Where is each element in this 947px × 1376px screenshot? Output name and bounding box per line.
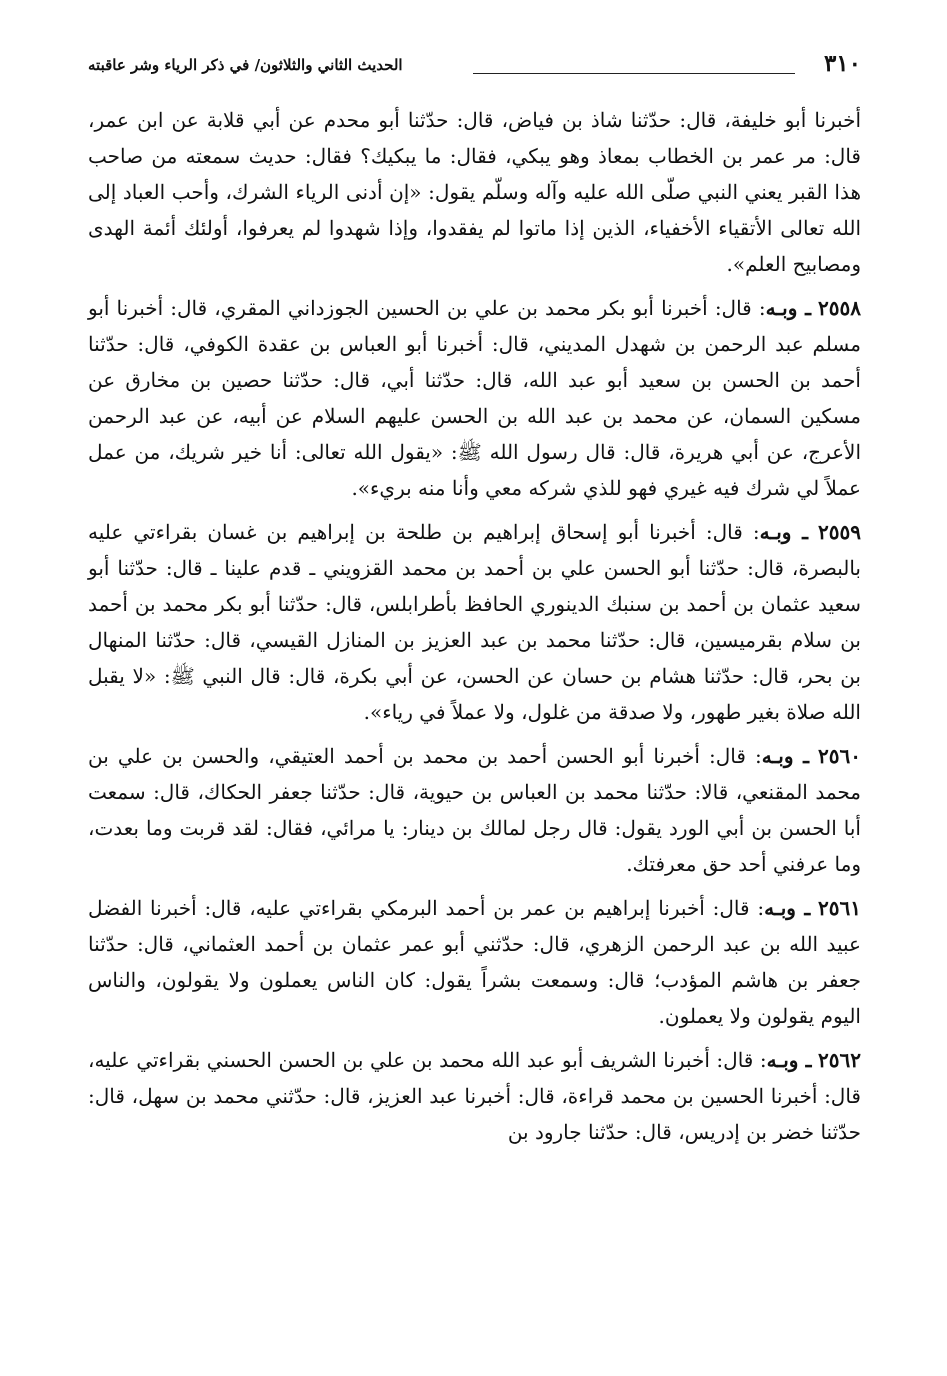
hadith-lead: ـ وبـه bbox=[765, 296, 811, 320]
running-title: الحديث الثاني والثلاثون/ في ذكر الرياء وشر عاقبته bbox=[88, 56, 403, 74]
hadith-paragraph bbox=[88, 514, 861, 730]
paragraph-text: : قال: أخبرنا أبو الحسن أحمد بن محمد بن أحمد العتيقي، والحسن بن علي بن محمد المقنعي، قالا: حدّثنا محمد بن العباس بن حيوية، قال: حدّثنا جعفر الحكاك، قال: سمعت أبا الحسن بن أبي الورد يقول: قال رجل لمالك بن دينار: يا مرائي، فقال: لقد قربت وما بعدت، وما عرفني أحد حق معرفتك. bbox=[88, 744, 861, 876]
hadith-paragraph bbox=[88, 890, 861, 1034]
paragraph-text: : قال: أخبرنا إبراهيم بن عمر بن أحمد البرمكي بقراءتي عليه، قال: أخبرنا الفضل عبيد الله بن عبد الرحمن الزهري، قال: حدّثني أبو عمر عثمان بن أحمد العثماني، قال: حدّثنا جعفر بن هاشم المؤدب؛ قال: وسمعت بشراً يقول: كان الناس يعملون ولا يقولون، والناس اليوم يقولون ولا يعملون. bbox=[88, 896, 861, 1028]
page-number: ٣١٠ bbox=[823, 50, 861, 77]
hadith-lead: ـ وبـه bbox=[764, 896, 811, 920]
hadith-number: ٢٥٦٠ bbox=[818, 744, 862, 768]
paragraph-text: : قال: أخبرنا أبو بكر محمد بن علي بن الحسين الجوزداني المقري، قال: أخبرنا أبو مسلم عبد الرحمن بن شهدل المديني، قال: أخبرنا أبو العباس بن عقدة الكوفي، قال: حدّثنا أحمد بن الحسن بن سعيد أبو عبد الله، قال: حدّثنا أبي، قال: حدّثنا حصين بن مخارق عن مسكين السمان، عن محمد بن عبد الله بن الحسن عليهم السلام عن أبيه، عن عبد الرحمن الأعرج، عن أبي هريرة، قال: قال رسول الله ﷺ: «يقول الله تعالى: أنا خير شريك، من عمل عملاً لي شرك فيه غيري فهو للذي شركه معي وأنا منه بريء». bbox=[88, 296, 862, 500]
paragraph-text: : قال: أخبرنا أبو إسحاق إبراهيم بن طلحة بن إبراهيم بن غسان بقراءتي عليه بالبصرة، قال: حدّثنا أبو الحسن علي بن أحمد بن محمد القزويني ـ قدم علينا ـ قال: حدّثنا أبو سعيد عثمان بن أحمد بن سنبك الدينوري الحافظ بأطرابلس، قال: حدّثنا أبو بكر محمد بن أحمد بن سلام بقرميسين، قال: حدّثنا محمد بن عبد العزيز بن المنازل القيسي، قال: حدّثنا المنهال بن بحر، قال: حدّثنا هشام بن حسان عن الحسن، عن أبي بكرة، قال: قال النبي ﷺ: «لا يقبل الله صلاة بغير طهور، ولا صدقة من غلول، ولا عملاً في رياء». bbox=[88, 520, 861, 724]
hadith-number: ٢٥٦٢ bbox=[818, 1048, 862, 1072]
header-rule bbox=[473, 73, 795, 74]
hadith-number: ٢٥٦١ bbox=[818, 896, 861, 920]
hadith-lead: ـ وبـه bbox=[759, 520, 808, 544]
hadith-paragraph bbox=[88, 1042, 861, 1150]
page-header bbox=[88, 50, 861, 86]
hadith-paragraph bbox=[88, 290, 861, 506]
paragraph-text: أخبرنا أبو خليفة، قال: حدّثنا شاذ بن فياض، قال: حدّثنا أبو محدم عن أبي قلابة عن ابن عمر، قال: مر عمر بن الخطاب بمعاذ وهو يبكي، فقال: ما يبكيك؟ فقال: حديث سمعته من صاحب هذا القبر يعني النبي صلّى الله عليه وآله وسلّم يقول: «إن أدنى الرياء الشرك، وأحب العباد إلى الله تعالى الأتقياء الأخفياء، الذين إذا ماتوا لم يفقدوا، وإذا شهدوا لم يعرفوا، أولئك أئمة الهدى ومصابيح العلم». bbox=[88, 108, 862, 276]
hadith-number: ٢٥٥٩ bbox=[818, 520, 861, 544]
book-page bbox=[88, 50, 861, 1356]
page-body bbox=[88, 102, 861, 1150]
hadith-paragraph bbox=[88, 738, 861, 882]
hadith-lead: ـ وبـه bbox=[761, 744, 810, 768]
hadith-number: ٢٥٥٨ bbox=[818, 296, 862, 320]
paragraph-text: : قال: أخبرنا الشريف أبو عبد الله محمد بن علي بن الحسن الحسني بقراءتي عليه، قال: أخبرنا الحسين بن محمد قراءة، قال: أخبرنا عبد العزيز، قال: حدّثني محمد بن سهل، قال: حدّثنا خضر بن إدريس، قال: حدّثنا جارود بن bbox=[88, 1048, 861, 1144]
hadith-paragraph bbox=[88, 102, 861, 282]
hadith-lead: ـ وبـه bbox=[766, 1048, 812, 1072]
